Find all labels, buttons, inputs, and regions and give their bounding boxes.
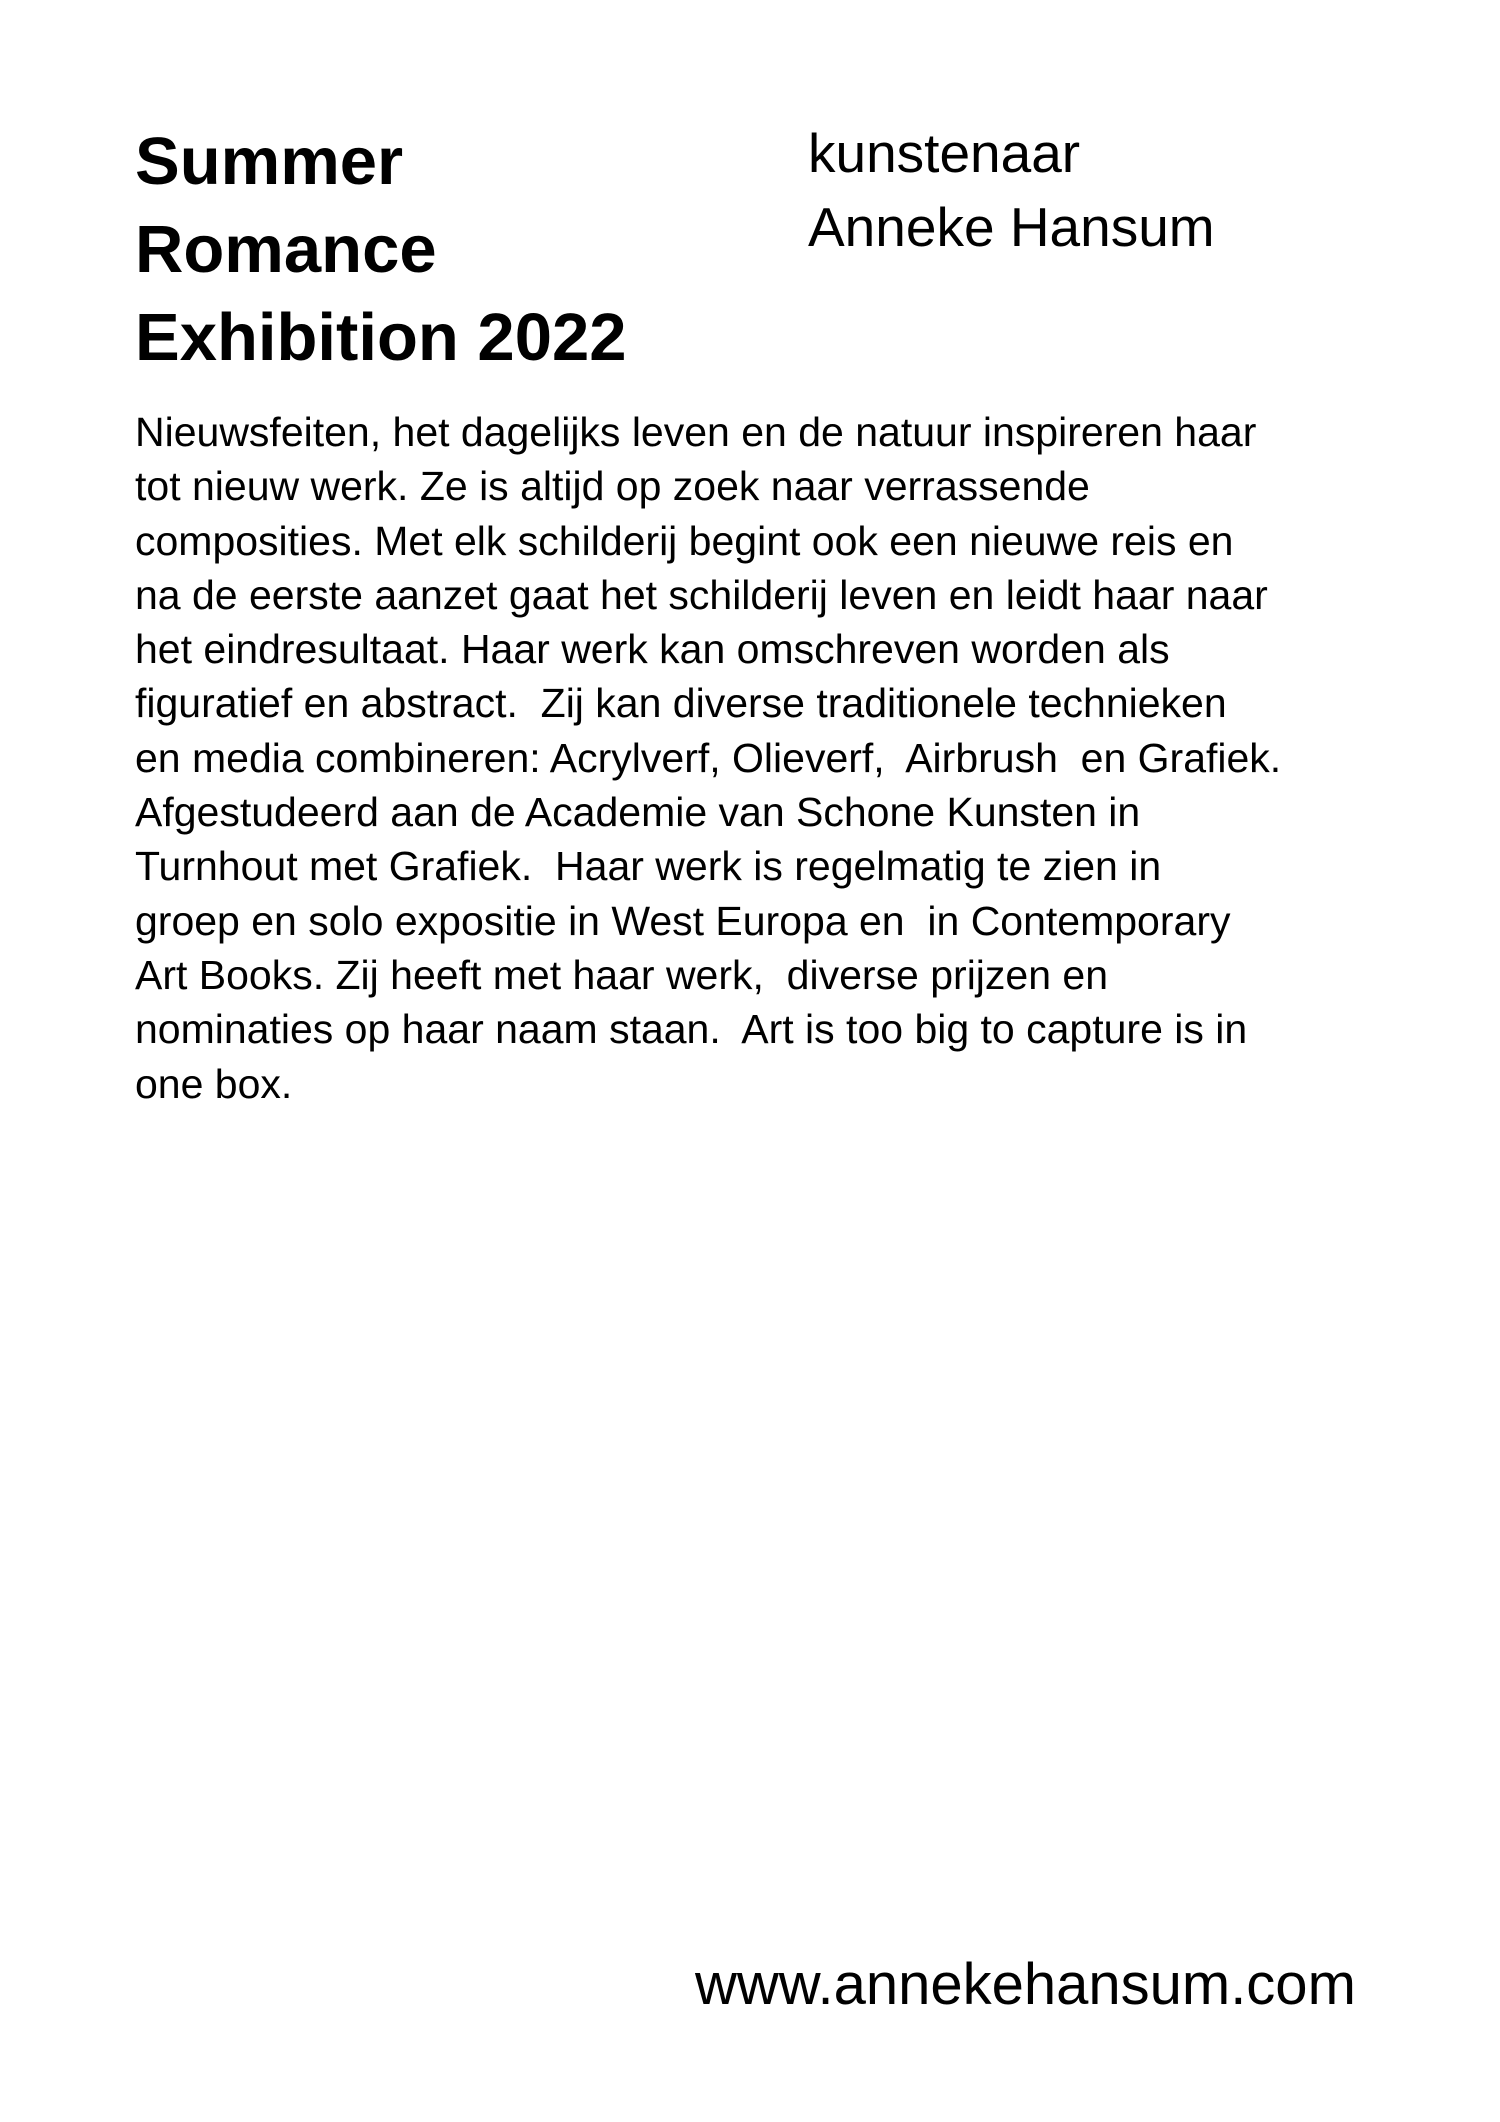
artist-role: kunstenaar <box>808 122 1081 184</box>
bio-line: na de eerste aanzet gaat het schilderij leven en leidt haar naar <box>135 571 1268 618</box>
bio-line: one box. <box>135 1060 293 1107</box>
bio-line: Nieuwsfeiten, het dagelijks leven en de natuur inspireren haar <box>135 409 1257 455</box>
title-line: Romance <box>135 212 437 287</box>
bio-line: Art Books. Zij heeft met haar werk, diverse prijzen en <box>135 951 1109 998</box>
bio-line: tot nieuw werk. Ze is altijd op zoek naar verrassende <box>135 463 1090 510</box>
bio-line: groep en solo expositie in West Europa en in Contemporary <box>135 897 1231 944</box>
artist-info <box>808 116 1368 264</box>
title-line: Exhibition 2022 <box>135 300 627 375</box>
bio-line: figuratief en abstract. Zij kan diverse traditionele technieken <box>135 680 1227 727</box>
website-url: www.annekehansum.com <box>695 1952 1356 2017</box>
title-line: Summer <box>135 124 404 199</box>
bio-line: Turnhout met Grafiek. Haar werk is regelmatig te zien in <box>135 843 1162 890</box>
bio-line: het eindresultaat. Haar werk kan omschreven worden als <box>135 626 1170 673</box>
artist-biography <box>135 405 1425 1111</box>
bio-line: composities. Met elk schilderij begint ook een nieuwe reis en <box>135 517 1234 564</box>
bio-line: en media combineren: Acrylverf, Olieverf, Airbrush en Grafiek. <box>135 734 1282 781</box>
bio-line: nominaties op haar naam staan. Art is too big to capture is in <box>135 1006 1248 1053</box>
bio-line: Afgestudeerd aan de Academie van Schone Kunsten in <box>135 789 1141 836</box>
artist-name: Anneke Hansum <box>808 196 1215 258</box>
exhibition-title <box>135 118 755 382</box>
